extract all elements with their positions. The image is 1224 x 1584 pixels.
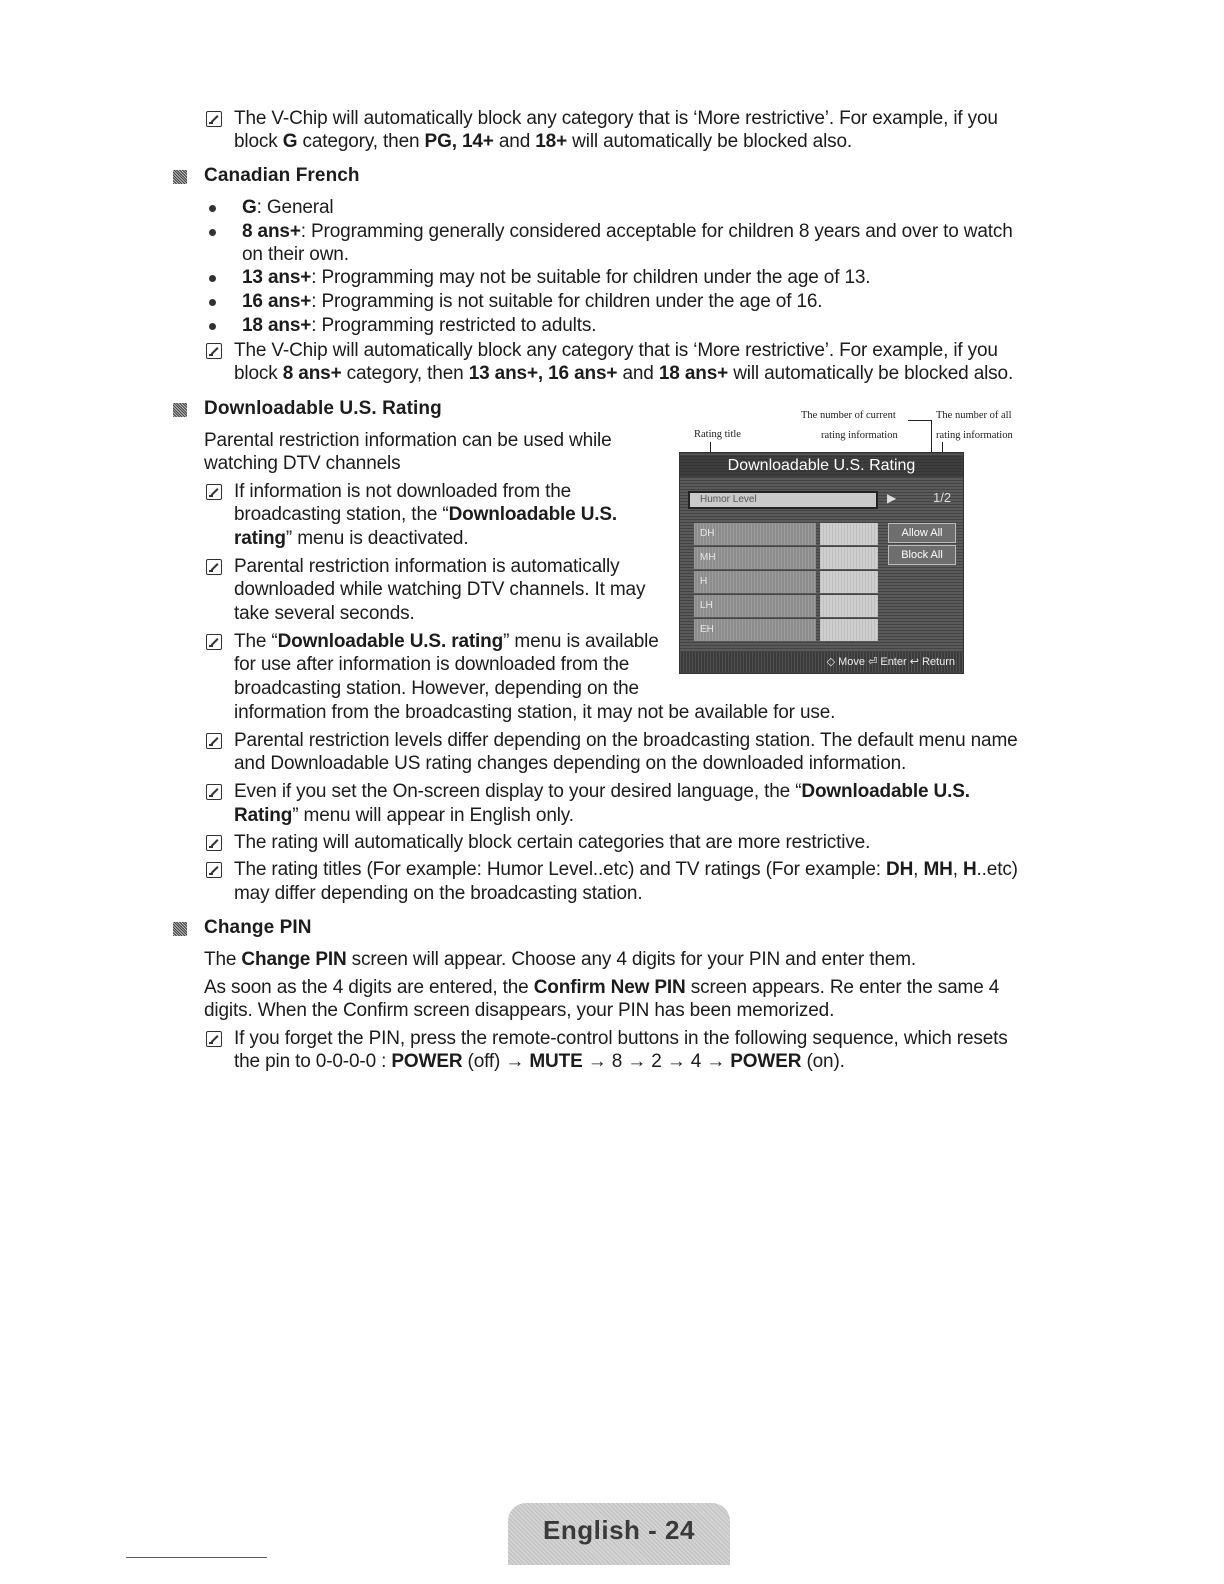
downloadable-note3-line-2: for use after information is downloaded from the [234,654,630,675]
figure-label-current-2: rating information [821,430,898,441]
bullet-icon [209,229,216,236]
figure-label-all-1: The number of all [936,410,1012,421]
block-all-button: Block All [888,545,956,565]
page-number: English - 24 [543,1515,695,1545]
canadian-french-heading: Canadian French [204,165,360,186]
downloadable-note2-line-3: take several seconds. [234,603,415,624]
footer-rule [126,1557,267,1558]
downloadable-note5-line-2: Rating” menu will appear in English only. [234,805,574,826]
change-pin-heading: Change PIN [204,917,312,938]
rating-row-label: EH [694,619,816,641]
list-item: 8 ans+: Programming generally considered acceptable for children 8 years and over to watch [242,221,1013,242]
change-pin-para-2-line-1: As soon as the 4 digits are entered, the Confirm New PIN screen appears. Re enter the same 4 [204,977,1000,998]
downloadable-note2-line-1: Parental restriction information is automatically [234,556,620,577]
tv-screen-figure [679,452,964,674]
downloadable-note6-line-1: The rating will automatically block certain categories that are more restrictive. [234,832,871,853]
downloadable-note7-line-1: The rating titles (For example: Humor Level..etc) and TV ratings (For example: DH, MH, H..etc) [234,859,1018,880]
list-item: 13 ans+: Programming may not be suitable for children under the age of 13. [242,267,871,288]
rating-count: 1/2 [933,490,952,505]
change-pin-note-line-1: If you forget the PIN, press the remote-control buttons in the following sequence, which resets [234,1028,1008,1049]
bullet-icon [209,275,216,282]
downloadable-note7-line-2: may differ depending on the broadcasting station. [234,883,643,904]
page-number-badge [508,1503,730,1565]
downloadable-note4-line-1: Parental restriction levels differ depending on the broadcasting station. The default menu name [234,730,1018,751]
canadian-note-line-1: The V-Chip will automatically block any category that is ‘More restrictive’. For example, if you [234,340,998,361]
downloadable-note1-line-3: rating” menu is deactivated. [234,528,469,549]
downloadable-note3-line-1: The “Downloadable U.S. rating” menu is available [234,631,659,652]
screen-footer-guide: ◇ Move ⏎ Enter ↩ Return [680,652,963,672]
change-pin-para-2-line-2: digits. When the Confirm screen disappears, your PIN has been memorized. [204,1000,835,1021]
section-marker-icon [173,922,187,936]
downloadable-note1-line-2: broadcasting station, the “Downloadable U.S. [234,504,618,525]
downloadable-note4-line-2: and Downloadable US rating changes depending on the downloaded information. [234,753,907,774]
note-icon [206,559,222,575]
intro-note-line-1: The V-Chip will automatically block any category that is ‘More restrictive’. For example, if you [234,108,998,129]
note-icon [206,1031,222,1047]
downloadable-heading: Downloadable U.S. Rating [204,398,442,419]
note-icon [206,784,222,800]
allow-all-button: Allow All [888,523,956,543]
canadian-note-line-2: block 8 ans+ category, then 13 ans+, 16 ans+ and 18 ans+ will automatically be blocked also. [234,363,1014,384]
rating-row-label: MH [694,547,816,569]
figure-label-all-2: rating information [936,430,1013,441]
figure-leader-line [908,420,932,421]
rating-row-label: LH [694,595,816,617]
bullet-icon [209,205,216,212]
note-icon [206,862,222,878]
note-icon [206,835,222,851]
section-marker-icon [173,170,187,184]
list-item: G: General [242,197,334,218]
selected-rating-title: Humor Level [688,491,878,509]
list-item-continuation: on their own. [242,244,349,265]
figure-label-rating-title: Rating title [694,429,741,440]
bullet-icon [209,323,216,330]
note-icon [206,484,222,500]
intro-note-line-2: block G category, then PG, 14+ and 18+ will automatically be blocked also. [234,131,853,152]
rating-row-value [820,595,878,617]
section-marker-icon [173,403,187,417]
note-icon [206,343,222,359]
rating-row-value [820,619,878,641]
change-pin-para-1: The Change PIN screen will appear. Choose any 4 digits for your PIN and enter them. [204,949,917,970]
change-pin-note-line-2: the pin to 0-0-0-0 : POWER (off) → MUTE → 8 → 2 → 4 → POWER (on). [234,1051,845,1072]
note-icon [206,733,222,749]
bullet-icon [209,299,216,306]
arrow-right-icon: ▶ [887,491,897,505]
figure-label-current-1: The number of current [801,410,896,421]
screen-title: Downloadable U.S. Rating [680,455,963,477]
rating-row-label: DH [694,523,816,545]
note-icon [206,111,222,127]
note-icon [206,634,222,650]
downloadable-note2-line-2: downloaded while watching DTV channels. It may [234,579,646,600]
rating-row-label: H [694,571,816,593]
rating-row-value [820,547,878,569]
downloadable-intro-line-1: Parental restriction information can be used while [204,430,612,451]
list-item: 16 ans+: Programming is not suitable for children under the age of 16. [242,291,823,312]
downloadable-note3-line-4: information from the broadcasting station, it may not be available for use. [234,702,836,723]
rating-row-value [820,571,878,593]
rating-row-value [820,523,878,545]
list-item: 18 ans+: Programming restricted to adults. [242,315,597,336]
downloadable-note1-line-1: If information is not downloaded from the [234,481,572,502]
downloadable-note5-line-1: Even if you set the On-screen display to your desired language, the “Downloadable U.S. [234,781,970,802]
downloadable-intro-line-2: watching DTV channels [204,453,401,474]
downloadable-note3-line-3: broadcasting station. However, depending on the [234,678,639,699]
